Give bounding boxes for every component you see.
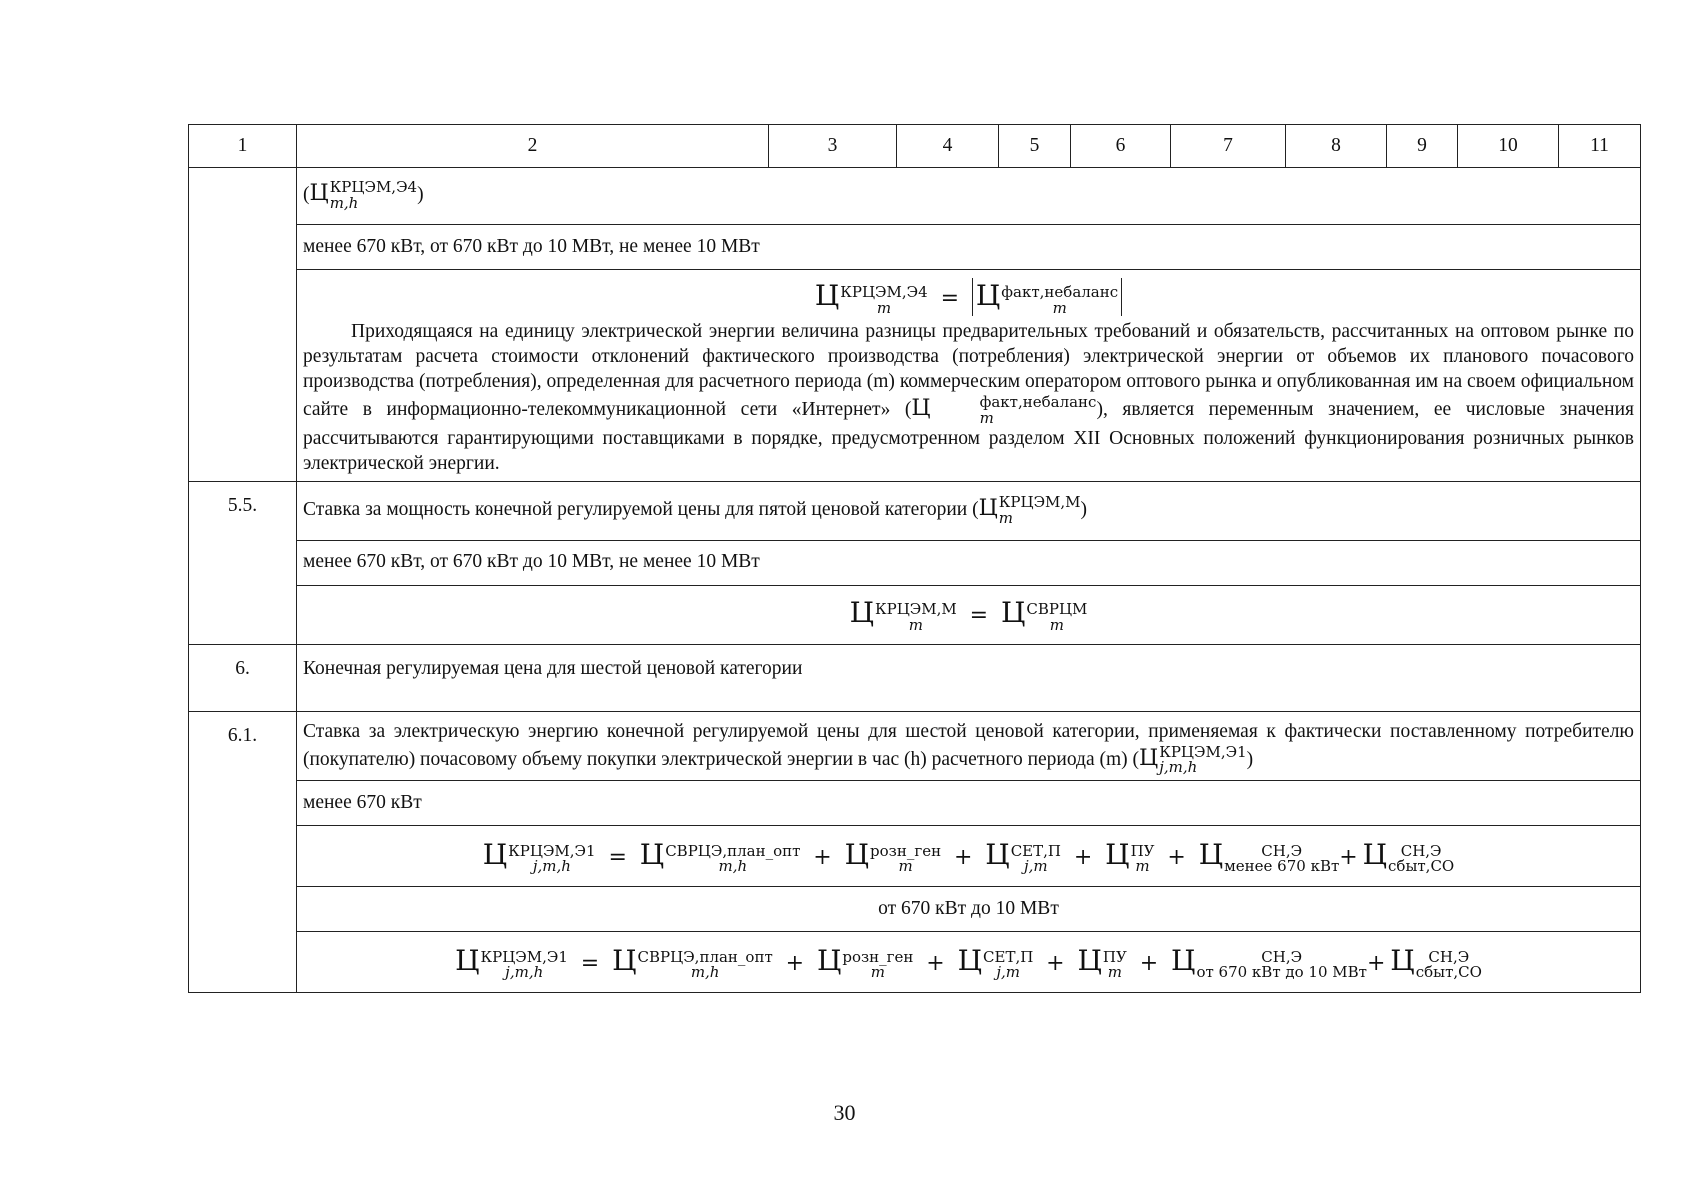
symbol-superscript: СН,Э: [1400, 841, 1442, 860]
formula-61-a: [297, 826, 1641, 887]
symbol-superscript: СВРЦЭ,план_опт: [637, 947, 773, 966]
symbol-superscript: СЕТ,П: [983, 947, 1034, 966]
price-symbol: Ц: [1105, 837, 1130, 871]
header-cell: 4: [897, 125, 999, 168]
price-symbol: Ц: [1077, 943, 1102, 977]
table-row: [189, 644, 1641, 711]
formula-55: [297, 585, 1641, 644]
symbol-subscript: m: [870, 963, 885, 982]
symbol-subscript: m: [876, 298, 892, 317]
header-cell: 11: [1559, 125, 1641, 168]
table-row: [189, 225, 1641, 270]
symbol-subscript: менее 670 кВт: [1224, 857, 1340, 876]
price-symbol: Ц: [849, 596, 874, 630]
capacity-range: менее 670 кВт, от 670 кВт до 10 МВт, не менее 10 МВт: [297, 225, 1641, 270]
formula-e4: [303, 274, 1634, 320]
symbol-superscript: СН,Э: [1261, 841, 1303, 860]
symbol-cell: (Ц КРЦЭМ,Э4 m,h ): [297, 168, 1641, 225]
price-symbol: Ц: [1390, 943, 1415, 977]
plus-sign: +: [953, 844, 973, 870]
symbol-superscript: СВРЦМ: [1026, 600, 1088, 619]
row-number: 5.5.: [189, 481, 297, 644]
row-title: Ставка за электрическую энергию конечной регулируемой цены для шестой ценовой категории, применяемая к фактически поставленному потребителю (покупателю) почасовому объему покупки электрической энергии в час (h) расчетного периода (m) (Ц КРЦЭМ,Э1 j,m,h ): [297, 711, 1641, 780]
price-symbol: Ц: [957, 943, 983, 977]
capacity-range: менее 670 кВт, от 670 кВт до 10 МВт, не менее 10 МВт: [297, 540, 1641, 585]
row-title: Ставка за мощность конечной регулируемой цены для пятой ценовой категории (Ц КРЦЭМ,М m ): [297, 481, 1641, 540]
plus-sign: +: [1046, 950, 1065, 976]
price-symbol: Ц: [1171, 943, 1196, 977]
row-number-cell: [189, 168, 297, 482]
table-row: [189, 585, 1641, 644]
price-symbol: Ц: [1198, 837, 1224, 871]
row-title: Конечная регулируемая цена для шестой ценовой категории: [297, 644, 1641, 711]
symbol-subscript: m: [998, 508, 1014, 527]
symbol-subscript: m: [908, 615, 923, 634]
symbol-superscript: факт,небаланс: [979, 393, 1097, 412]
symbol-subscript: m,h: [329, 194, 359, 212]
row-title-text: Ставка за мощность конечной регулируемой цены для пятой ценовой категории: [303, 499, 968, 521]
equals-sign: =: [608, 844, 627, 870]
plus-sign: +: [1167, 844, 1186, 870]
page-number: 30: [833, 1100, 856, 1125]
symbol-subscript: j,m,h: [532, 857, 571, 876]
header-cell: 3: [769, 125, 897, 168]
header-cell: 2: [297, 125, 769, 168]
symbol-superscript: ПУ: [1102, 947, 1127, 966]
symbol-subscript: m: [979, 408, 994, 427]
row-number: 6.1.: [189, 711, 297, 992]
header-cell: 9: [1387, 125, 1458, 168]
formula-description-cell: [297, 270, 1641, 482]
symbol-superscript: факт,небаланс: [1001, 282, 1119, 301]
symbol-superscript: КРЦЭМ,Э1: [508, 841, 596, 860]
symbol-subscript: сбыт,СО: [1388, 857, 1455, 876]
plus-sign: +: [1366, 950, 1386, 976]
header-row: [189, 125, 1641, 168]
symbol-superscript: КРЦЭМ,Э4: [840, 282, 928, 301]
header-cell: 8: [1286, 125, 1387, 168]
row-number: 6.: [189, 644, 297, 711]
capacity-range: от 670 кВт до 10 МВт: [297, 887, 1641, 932]
symbol-superscript: СН,Э: [1261, 947, 1303, 966]
header-cell: 6: [1071, 125, 1171, 168]
symbol-subscript: m: [898, 857, 913, 876]
symbol-subscript: m,h: [718, 857, 748, 876]
symbol-superscript: КРЦЭМ,Э4: [329, 178, 418, 197]
price-symbol: Ц: [814, 279, 840, 312]
description-paragraph: Приходящаяся на единицу электрической энергии величина разницы предварительных требований и обязательств, рассчитанных на оптовом рынке по результатам расчета стоимости отклонений фактического производства (потребления) электрической энергии от объемов их планового почасового производства (потребления), определенная для расчетного периода (m) коммерческим оператором оптового рынка и опубликованная им на своем официальном сайте в информационно-телекоммуникационной сети «Интернет» (Ц факт,небаланс m ), является переменным значением, ее числовые значения рассчитываются гарантирующими поставщиками в порядке, предусмотренном разделом XII Основных положений функционирования розничных рынков электрической энергии.: [303, 321, 1634, 474]
plus-sign: +: [813, 844, 832, 870]
price-symbol: Ц: [639, 837, 665, 871]
price-symbol: Ц: [612, 943, 637, 977]
header-cell: 10: [1458, 125, 1559, 168]
symbol-subscript: m: [1049, 615, 1064, 634]
price-symbol: Ц: [482, 837, 508, 871]
symbol-superscript: розн_ген: [842, 947, 914, 966]
equals-sign: =: [969, 603, 989, 629]
symbol-superscript: КРЦЭМ,М: [875, 600, 957, 619]
symbol-superscript: СН,Э: [1428, 947, 1470, 966]
table-row: [189, 270, 1641, 482]
table-row: [189, 932, 1641, 993]
symbol-superscript: СВРЦЭ,план_опт: [665, 841, 801, 860]
table-row: [189, 168, 1641, 225]
symbol-superscript: СЕТ,П: [1010, 841, 1061, 860]
symbol-subscript: m: [1135, 857, 1150, 876]
price-symbol: Ц: [1139, 745, 1159, 771]
header-cell: 1: [189, 125, 297, 168]
symbol-superscript: ПУ: [1130, 841, 1155, 860]
price-symbol: Ц: [978, 496, 998, 522]
price-symbol: Ц: [844, 837, 870, 871]
table-row: [189, 481, 1641, 540]
description-text: Приходящаяся на единицу электрической энергии величина разницы предварительных требований и обязательств, рассчитанных на оптовом рынке по результатам расчета стоимости отклонений фактического производства (потребления) электрической энергии от объемов их планового почасового производства (потребления), определенная для расчетного периода (m) коммерческим оператором оптового рынка и опубликованная им на своем официальном сайте в информационно-телекоммуникационной сети «Интернет»: [303, 321, 1634, 421]
table-row: [189, 826, 1641, 887]
price-symbol: Ц: [975, 279, 1001, 312]
plus-sign: +: [1073, 844, 1093, 870]
table-row: [189, 711, 1641, 780]
plus-sign: +: [1139, 950, 1159, 976]
equals-sign: =: [580, 950, 600, 976]
header-cell: 5: [999, 125, 1071, 168]
description-text: , является переменным значением, ее числовые значения рассчитываются гарантирующими поставщиками в порядке, предусмотренном разделом XII Основных положений функционирования розничных рынков электрической энергии.: [303, 399, 1634, 474]
symbol-superscript: КРЦЭМ,Э1: [480, 947, 568, 966]
document-table: [188, 124, 1641, 993]
plus-sign: +: [785, 950, 805, 976]
price-symbol: Ц: [1000, 596, 1026, 630]
table-row: [189, 887, 1641, 932]
header-cell: 7: [1171, 125, 1286, 168]
row-title-text: Ставка за электрическую энергию конечной регулируемой цены для шестой ценовой категории, применяемая к фактически поставленному потребителю (покупателю) почасовому объему покупки электрической энергии в час (h) расчетного периода (m): [303, 720, 1634, 770]
absolute-value: [972, 278, 1122, 316]
symbol-superscript: КРЦЭМ,М: [998, 492, 1081, 511]
symbol-subscript: j,m: [1024, 857, 1048, 876]
symbol-subscript: m,h: [690, 963, 720, 982]
symbol-superscript: розн_ген: [870, 841, 942, 860]
plus-sign: +: [926, 950, 945, 976]
table-row: [189, 781, 1641, 826]
capacity-range: менее 670 кВт: [297, 781, 1641, 826]
symbol-subscript: m: [1052, 298, 1067, 317]
price-symbol: Ц: [455, 943, 480, 977]
table-row: [189, 540, 1641, 585]
price-symbol: Ц: [816, 943, 842, 977]
plus-sign: +: [1339, 844, 1358, 870]
price-symbol: Ц: [309, 181, 329, 207]
symbol-subscript: j,m,h: [1159, 758, 1198, 777]
formula-61-b: [297, 932, 1641, 993]
symbol-subscript: от 670 кВт до 10 МВт: [1196, 963, 1367, 982]
symbol-subscript: j,m,h: [505, 963, 544, 982]
equals-sign: =: [940, 286, 959, 311]
symbol-superscript: КРЦЭМ,Э1: [1159, 742, 1247, 761]
price-symbol: Ц: [985, 837, 1010, 871]
price-symbol: Ц: [911, 396, 931, 422]
symbol-subscript: j,m: [996, 963, 1020, 982]
symbol-subscript: сбыт,СО: [1415, 963, 1482, 982]
price-symbol: Ц: [1362, 837, 1388, 871]
symbol-subscript: m: [1107, 963, 1122, 982]
